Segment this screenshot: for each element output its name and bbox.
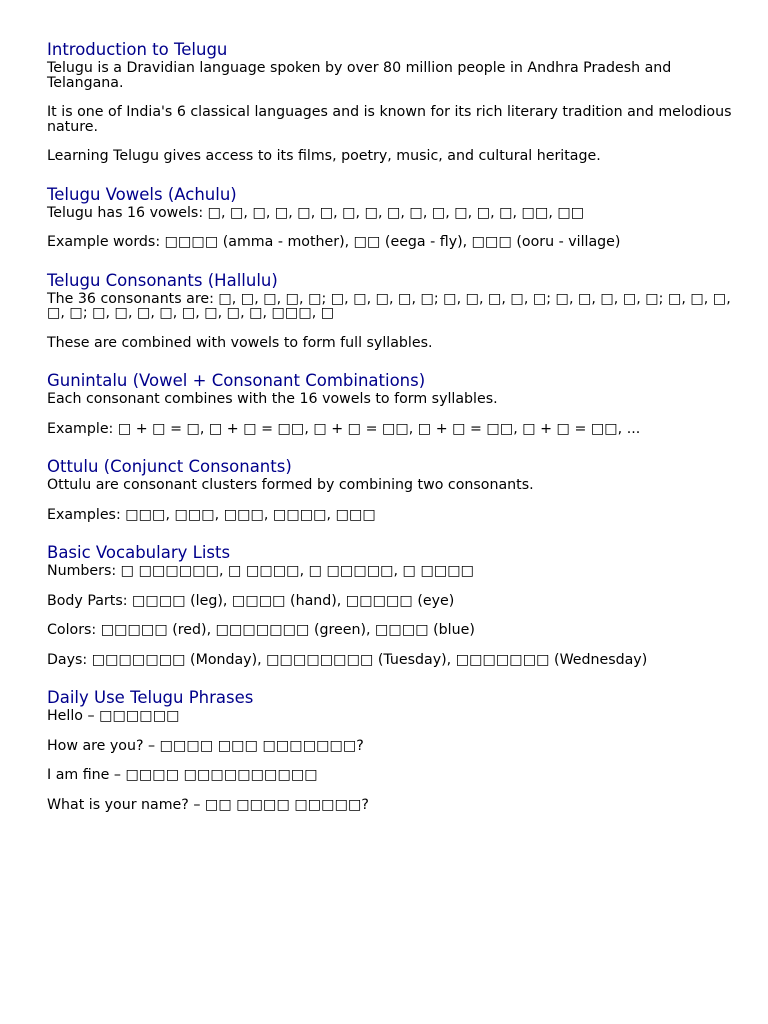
paragraph: The 36 consonants are: □, □, □, □, □; □, □, □, □, □; □, □, □, □, □; □, □, □, □, □; □, □, □, □, □; □, □, □, □, □, □, □, □, □□□, □ xyxy=(47,290,731,321)
paragraph: Learning Telugu gives access to its films, poetry, music, and cultural heritage. xyxy=(47,148,601,164)
paragraph: Ottulu are consonant clusters formed by combining two consonants. xyxy=(47,477,534,493)
section-vocabulary xyxy=(47,543,737,667)
paragraph: Telugu is a Dravidian language spoken by over 80 million people in Andhra Pradesh and Telangana. xyxy=(47,60,672,91)
paragraph: It is one of India's 6 classical languages and is known for its rich literary tradition and melodious nature. xyxy=(47,104,732,135)
document-page xyxy=(47,40,737,833)
section-heading: Ottulu (Conjunct Consonants) xyxy=(47,457,292,476)
paragraph: Example: □ + □ = □, □ + □ = □□, □ + □ = □□, □ + □ = □□, □ + □ = □□, ... xyxy=(47,420,641,437)
phrase-line: What is your name? – □□ □□□□ □□□□□? xyxy=(47,796,369,813)
phrase-line: I am fine – □□□□ □□□□□□□□□□ xyxy=(47,767,318,783)
vocabulary-line-numbers: Numbers: □ □□□□□□, □ □□□□, □ □□□□□, □ □□□□ xyxy=(47,563,475,579)
section-phrases xyxy=(47,688,737,812)
section-heading: Basic Vocabulary Lists xyxy=(47,543,231,562)
paragraph: Examples: □□□, □□□, □□□, □□□□, □□□ xyxy=(47,506,376,523)
section-heading: Gunintalu (Vowel + Consonant Combinations) xyxy=(47,371,426,390)
section-heading: Daily Use Telugu Phrases xyxy=(47,688,254,707)
paragraph: Each consonant combines with the 16 vowels to form syllables. xyxy=(47,391,498,407)
vocabulary-line-body-parts: Body Parts: □□□□ (leg), □□□□ (hand), □□□□□ (eye) xyxy=(47,592,455,609)
vocabulary-line-colors: Colors: □□□□□ (red), □□□□□□□ (green), □□□□ (blue) xyxy=(47,622,475,638)
paragraph: Example words: □□□□ (amma - mother), □□ (eega - fly), □□□ (ooru - village) xyxy=(47,234,621,250)
section-gunintalu xyxy=(47,371,737,436)
section-consonants xyxy=(47,271,737,351)
section-ottulu xyxy=(47,457,737,522)
section-vowels xyxy=(47,185,737,250)
phrase-line: Hello – □□□□□□ xyxy=(47,708,180,724)
section-introduction xyxy=(47,40,737,164)
section-heading: Introduction to Telugu xyxy=(47,40,228,59)
section-heading: Telugu Vowels (Achulu) xyxy=(47,184,237,204)
paragraph: Telugu has 16 vowels: □, □, □, □, □, □, □, □, □, □, □, □, □, □, □□, □□ xyxy=(47,204,585,221)
vocabulary-line-days: Days: □□□□□□□ (Monday), □□□□□□□□ (Tuesday), □□□□□□□ (Wednesday) xyxy=(47,651,648,668)
paragraph: These are combined with vowels to form full syllables. xyxy=(47,334,433,351)
phrase-line: How are you? – □□□□ □□□ □□□□□□□? xyxy=(47,737,364,754)
section-heading: Telugu Consonants (Hallulu) xyxy=(47,270,278,290)
